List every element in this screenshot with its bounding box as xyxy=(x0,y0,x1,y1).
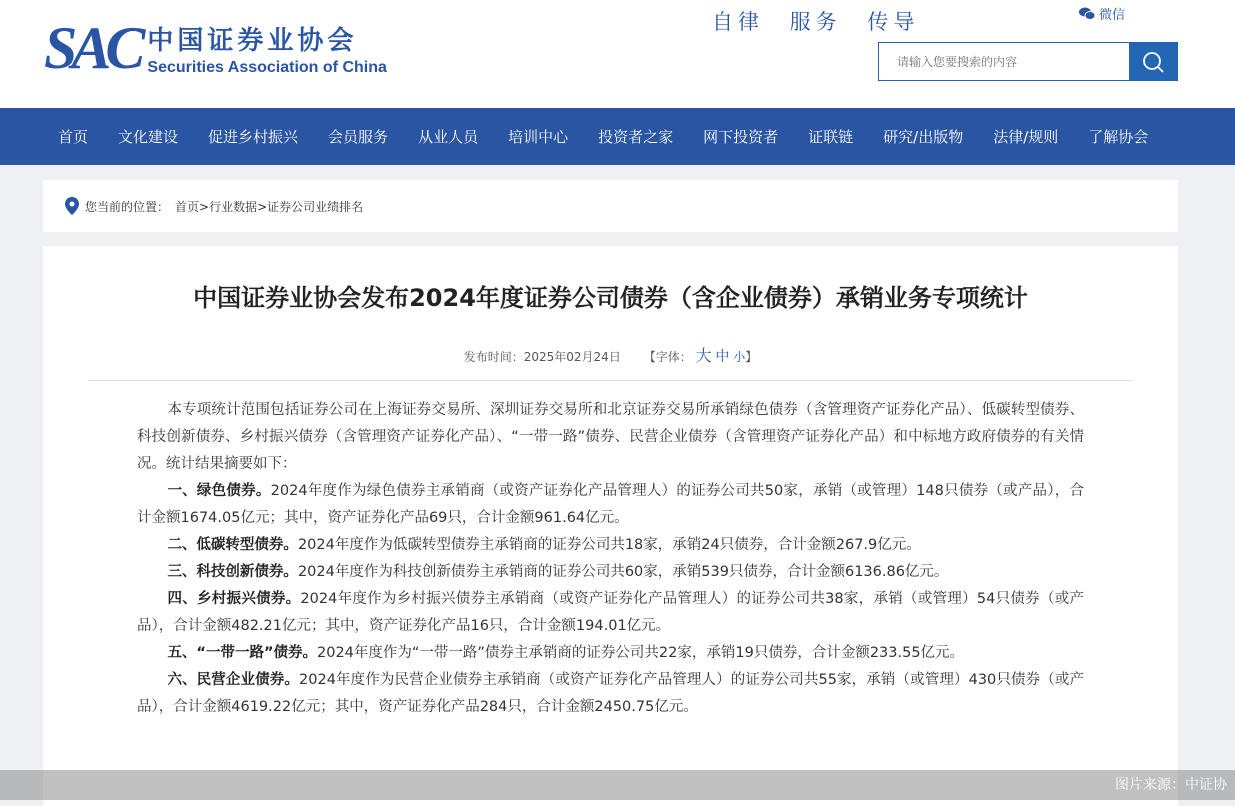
breadcrumb-path[interactable]: 首页>行业数据>证券公司业绩排名 xyxy=(175,199,364,214)
item-paragraph xyxy=(137,532,1084,559)
nav-item[interactable]: 研究/出版物 xyxy=(883,128,964,146)
logo-en: Securities Association of China xyxy=(147,58,387,76)
item-head: 一、绿色债券。 xyxy=(167,483,271,499)
image-source-caption: 图片来源：中证协 xyxy=(0,770,1235,800)
item-head: 二、低碳转型债券。 xyxy=(167,537,298,553)
search-box xyxy=(878,42,1178,81)
item-head: 五、“一带一路”债券。 xyxy=(167,645,317,661)
nav-item[interactable]: 文化建设 xyxy=(118,128,179,146)
header xyxy=(0,0,1235,108)
nav-item[interactable]: 促进乡村振兴 xyxy=(208,128,299,146)
sac-logo[interactable] xyxy=(44,15,387,81)
item-text: 2024年度作为民营企业债券主承销商（或资产证券化产品管理人）的证券公司共55家，承销（或管理）430只债券（或产品），合计金额4619.22亿元；其中，资产证券化产品284只，合计金额2450.75亿元。 xyxy=(137,672,1084,715)
article-title: 中国证券业协会发布2024年度证券公司债券（含企业债券）承销业务专项统计 xyxy=(193,284,1028,312)
nav-item[interactable]: 证联链 xyxy=(808,128,854,146)
nav-item[interactable]: 投资者之家 xyxy=(598,128,674,146)
item-paragraph xyxy=(137,667,1084,721)
search-button[interactable] xyxy=(1129,43,1177,80)
item-text: 2024年度作为低碳转型债券主承销商的证券公司共18家，承销24只债券，合计金额267.9亿元。 xyxy=(297,537,921,553)
nav-item[interactable]: 从业人员 xyxy=(418,128,479,146)
item-paragraph xyxy=(137,640,1084,667)
item-text: 2024年度作为“一带一路”债券主承销商的证券公司共22家，承销19只债券，合计金额233.55亿元。 xyxy=(317,645,965,661)
item-head: 六、民营企业债券。 xyxy=(167,672,300,688)
article-meta xyxy=(43,343,1178,366)
article xyxy=(43,246,1178,806)
nav-item[interactable]: 法律/规则 xyxy=(993,128,1059,146)
main-nav xyxy=(0,108,1235,165)
nav-item[interactable]: 首页 xyxy=(58,128,89,146)
item-head: 三、科技创新债券。 xyxy=(167,564,298,580)
nav-item[interactable]: 网下投资者 xyxy=(703,128,779,146)
font-large-button[interactable]: 大 xyxy=(695,346,712,365)
article-body xyxy=(43,381,1178,721)
item-text: 2024年度作为科技创新债券主承销商的证券公司共60家，承销539只债券，合计金额6136.86亿元。 xyxy=(297,564,949,580)
search-icon xyxy=(1141,50,1165,74)
item-paragraph xyxy=(137,586,1084,640)
font-small-button[interactable]: 小 xyxy=(733,350,746,364)
item-text: 2024年度作为绿色债券主承销商（或资产证券化产品管理人）的证券公司共50家，承销（或管理）148只债券（或产品），合计金额1674.05亿元；其中，资产证券化产品69只，合计金额961.64亿元。 xyxy=(137,483,1085,526)
font-medium-button[interactable]: 中 xyxy=(715,349,730,365)
wechat-label: 微信 xyxy=(1099,8,1126,23)
item-paragraph xyxy=(137,559,1084,586)
font-size-label: 【字体： xyxy=(643,350,692,364)
breadcrumb xyxy=(43,180,1178,232)
item-paragraph xyxy=(137,478,1084,532)
logo-abbr: SAC xyxy=(44,15,140,81)
intro-paragraph: 本专项统计范围包括证券公司在上海证券交易所、深圳证券交易所和北京证券交易所承销绿色债券（含管理资产证券化产品）、低碳转型债券、科技创新债券、乡村振兴债券（含管理资产证券化产品）、“一带一路”债券、民营企业债券（含管理资产证券化产品）和中标地方政府债券的有关情况。统计结果摘要如下： xyxy=(137,402,1084,472)
breadcrumb-label: 您当前的位置： xyxy=(85,199,170,214)
search-input[interactable] xyxy=(879,43,1129,80)
publish-date: 发布时间：2025年02月24日 xyxy=(463,350,621,364)
wechat-link[interactable] xyxy=(1079,4,1125,23)
nav-item[interactable]: 了解协会 xyxy=(1088,128,1149,146)
slogan: 自律 服务 传导 xyxy=(712,10,920,34)
nav-item[interactable]: 会员服务 xyxy=(328,128,389,146)
item-text: 2024年度作为乡村振兴债券主承销商（或资产证券化产品管理人）的证券公司共38家，承销（或管理）54只债券（或产品），合计金额482.21亿元；其中，资产证券化产品16只，合计金额194.01亿元。 xyxy=(137,591,1084,634)
nav-item[interactable]: 培训中心 xyxy=(508,128,569,146)
font-size-close: 】 xyxy=(745,350,758,364)
item-head: 四、乡村振兴债券。 xyxy=(167,591,301,607)
wechat-icon xyxy=(1079,7,1095,20)
logo-cn: 中国证券业协会 xyxy=(147,25,358,56)
location-pin-icon xyxy=(65,197,79,215)
